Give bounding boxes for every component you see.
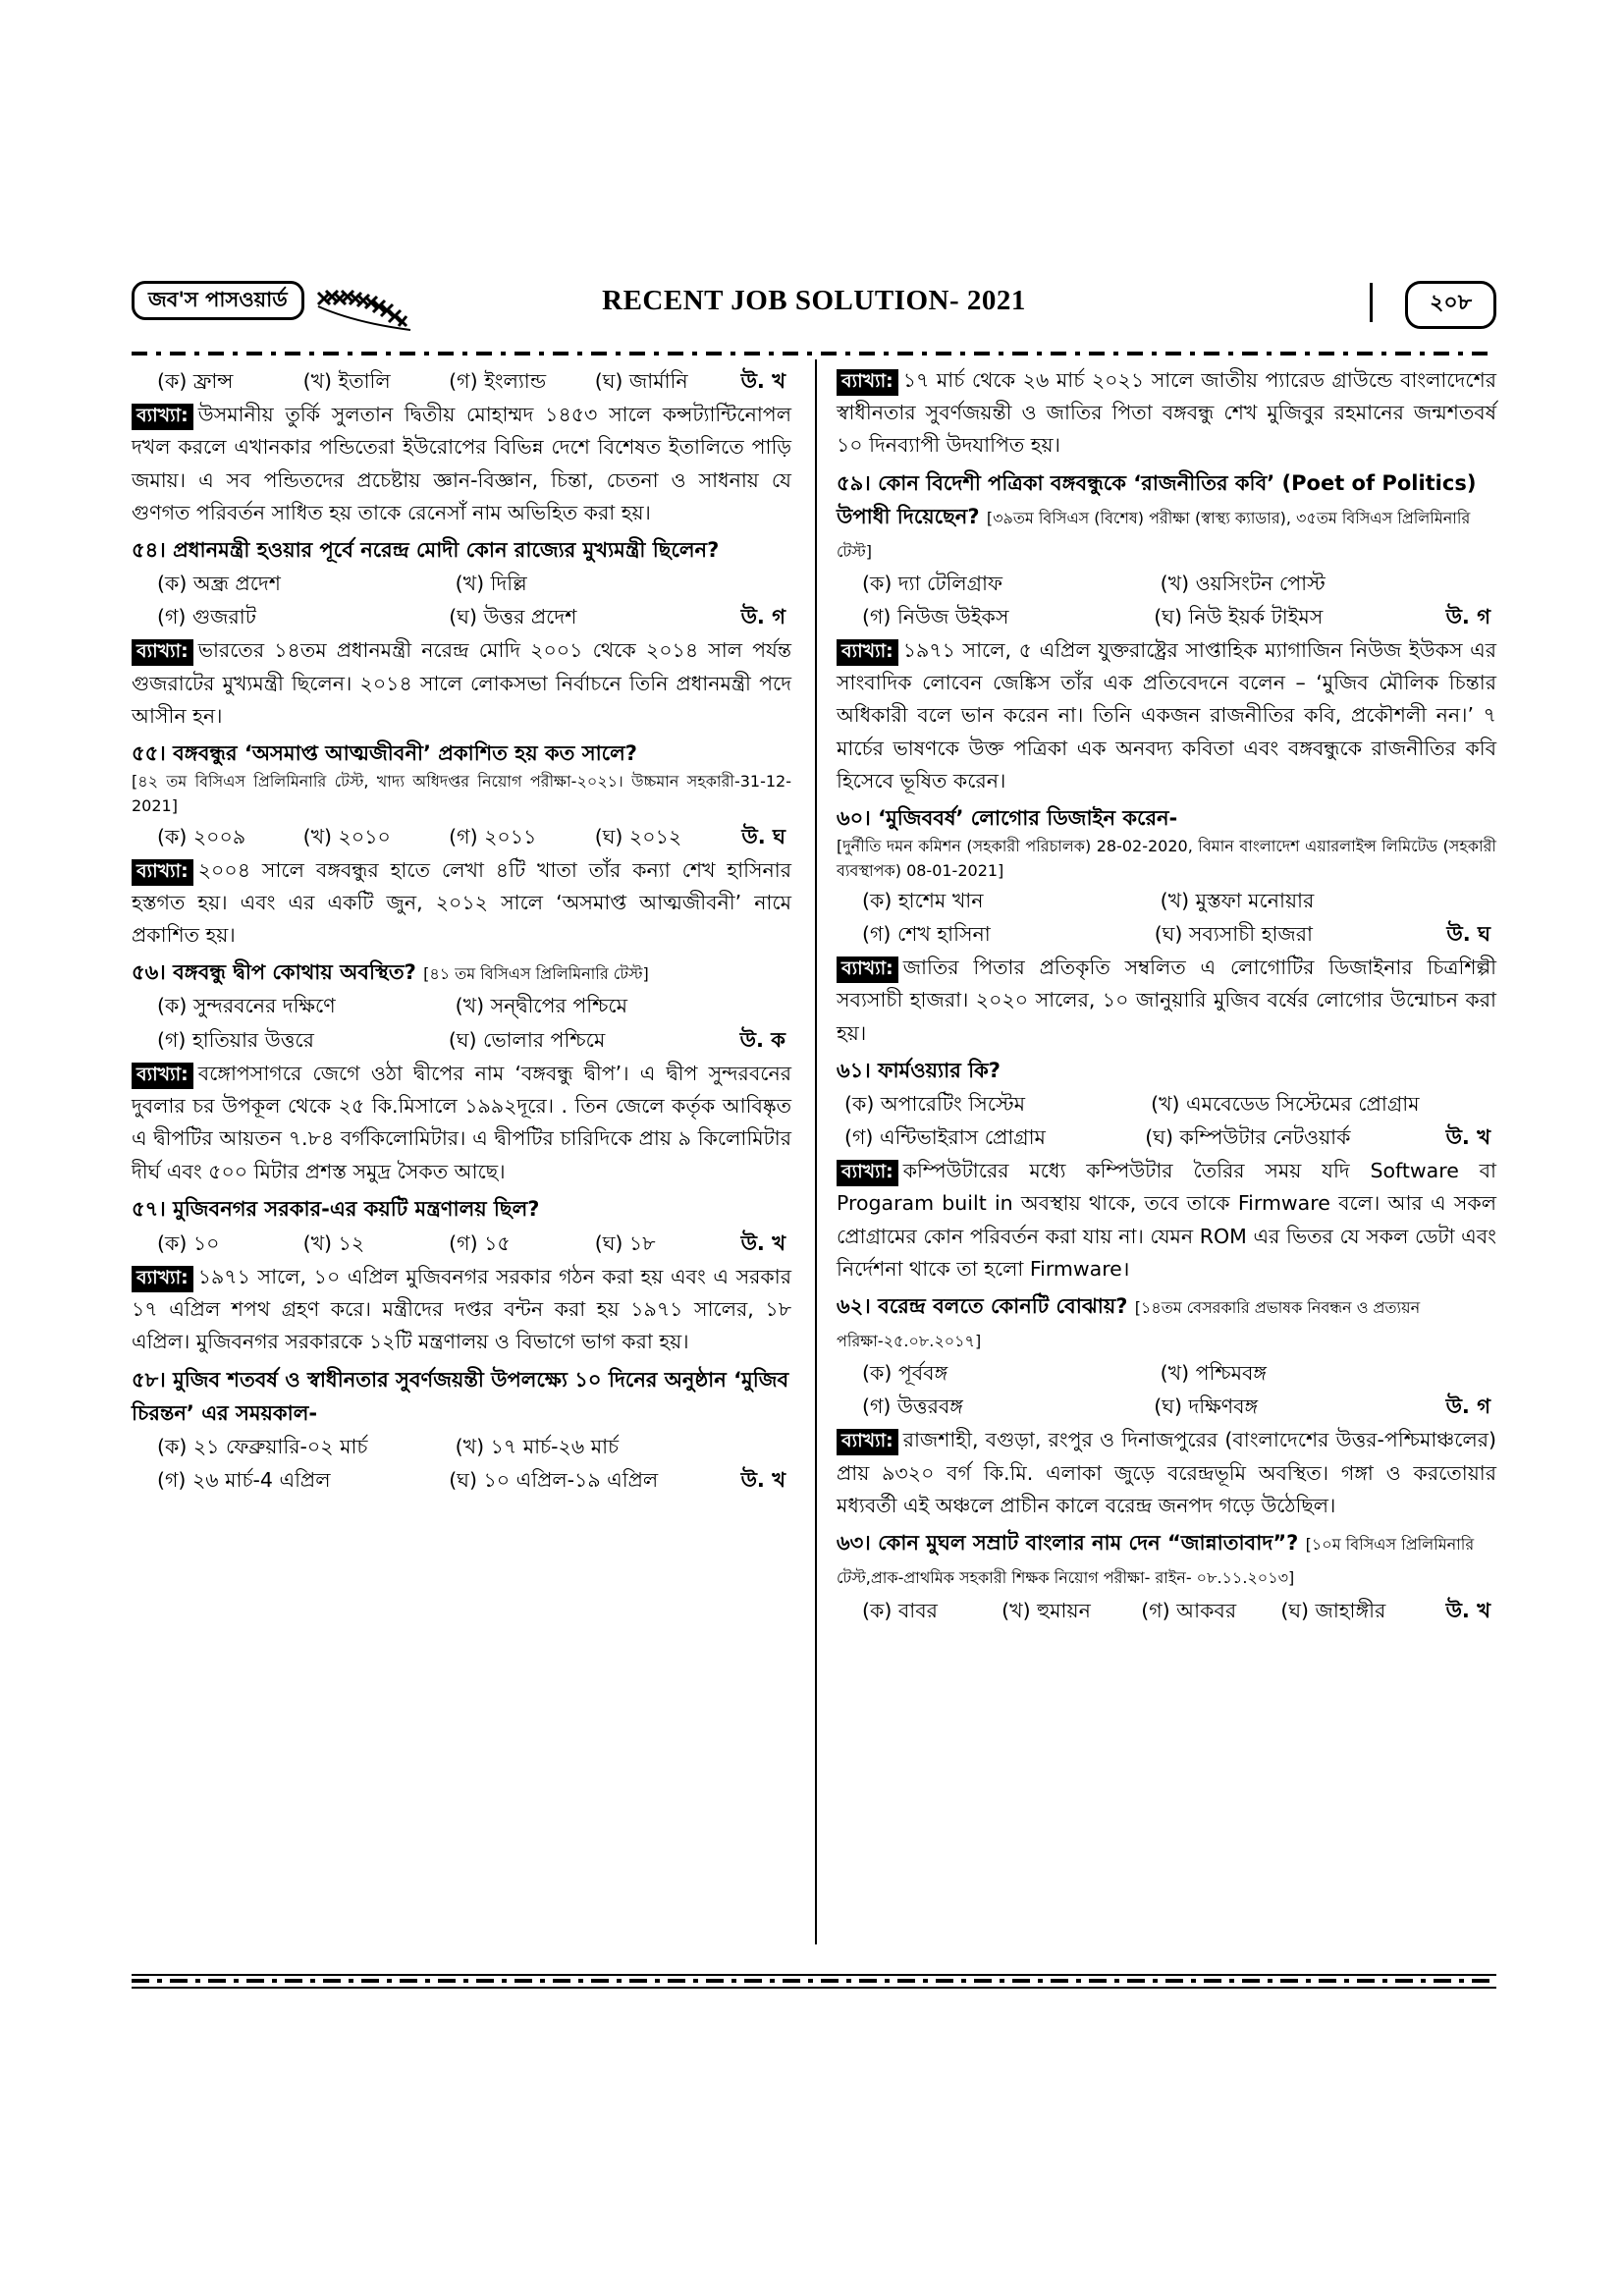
page-number: ২০৮ <box>1430 291 1472 315</box>
explanation-text: জাতির পিতার প্রতিকৃতি সম্বলিত এ লোগোটির ডিজাইনার চিত্রশিল্পী সব্যসাচী হাজরা। ২০২০ সালের, ১০ জানুয়ারি মুজিব বর্ষের লোগোর উন্মোচন করা হয়। <box>837 956 1496 1045</box>
option-a[interactable]: (ক) দ্যা টেলিগ্রাফ <box>862 571 1002 595</box>
left-column <box>132 363 791 1497</box>
option-d[interactable]: (ঘ) উত্তর প্রদেশ <box>449 605 577 629</box>
answer-key: উ. খ <box>1445 1599 1490 1623</box>
question-54-explanation <box>132 634 791 733</box>
question-59-text <box>837 466 1496 567</box>
question-61-options <box>837 1088 1496 1154</box>
option-a[interactable]: (ক) বাবর <box>862 1599 938 1623</box>
option-row <box>837 917 1496 951</box>
explanation-tag: ব্যাখ্যা: <box>837 369 898 396</box>
question-62-text <box>837 1289 1496 1356</box>
option-d[interactable]: (ঘ) দক্ষিণবঙ্গ <box>1154 1394 1259 1419</box>
option-a[interactable]: (ক) ফ্রান্স <box>157 369 234 393</box>
option-c[interactable]: (গ) ইংল্যান্ড <box>449 369 547 393</box>
option-row <box>837 1390 1496 1423</box>
question-60-explanation <box>837 952 1496 1050</box>
question-56-stem: ৫৬। বঙ্গবন্ধু দ্বীপ কোথায় অবস্থিত? <box>132 960 416 985</box>
answer-key: উ. খ <box>740 1467 785 1492</box>
answer-key: উ. গ <box>740 605 785 629</box>
option-c[interactable]: (গ) এন্টিভাইরাস প্রোগ্রাম <box>844 1124 1046 1149</box>
page-header <box>132 281 1496 350</box>
explanation-tag: ব্যাখ্যা: <box>132 404 193 430</box>
explanation-text: উসমানীয় তুর্কি সুলতান দ্বিতীয় মোহাম্মদ ১৪৫৩ সালে কন্সট্যান্টিনোপল দখল করলে এখানকার পন্ডিতেরা ইউরোপের বিভিন্ন দেশে বিশেষত ইতালিতে পাড়ি জমায়। এ সব পন্ডিতদের প্রচেষ্টায় জ্ঞান-বিজ্ঞান, চিন্তা, চেতনা ও সাধনায় যে গুণগত পরিবর্তন সাধিত হয় তাকে রেনেসাঁ নাম অভিহিত করা হয়। <box>132 403 791 524</box>
question-58-options <box>132 1431 791 1497</box>
option-row <box>132 990 791 1022</box>
option-row <box>837 1357 1496 1390</box>
option-row <box>837 568 1496 600</box>
question-56-explanation <box>132 1058 791 1188</box>
option-c[interactable]: (গ) ১৫ <box>449 1230 511 1255</box>
option-row <box>132 1227 791 1260</box>
answer-key: উ. ঘ <box>741 824 785 848</box>
page-number-tick <box>1370 283 1373 322</box>
option-b[interactable]: (খ) ১৭ মার্চ-২৬ মার্চ <box>455 1434 620 1458</box>
question-61-text: ৬১। ফার্মওয়্যার কি? <box>837 1058 1001 1082</box>
explanation-tag: ব্যাখ্যা: <box>132 1266 193 1292</box>
option-b[interactable]: (খ) এমবেডেড সিস্টেমের প্রোগ্রাম <box>1151 1091 1420 1116</box>
option-row <box>837 600 1496 633</box>
option-a[interactable]: (ক) সুন্দরবনের দক্ষিণে <box>157 994 336 1018</box>
answer-key: উ. ঘ <box>1446 921 1490 946</box>
option-d[interactable]: (ঘ) জার্মানি <box>594 369 688 393</box>
option-c[interactable]: (গ) গুজরাট <box>157 605 256 629</box>
footer-rule-dashed <box>132 1979 1496 1983</box>
option-b[interactable]: (খ) মুস্তফা মনোয়ার <box>1160 888 1315 912</box>
question-59-source: [৩৯তম বিসিএস (বিশেষ) পরীক্ষা (স্বাস্থ্য ক্যাডার), ৩৫তম বিসিএস প্রিলিমিনারি টেস্ট] <box>837 508 1471 561</box>
question-54-options <box>132 568 791 633</box>
question-55-source: [৪২ তম বিসিএস প্রিলিমিনারি টেস্ট, খাদ্য অধিদপ্তর নিয়োগ পরীক্ষা-২০২১। উচ্চমান সহকারী-31-12-2021] <box>132 772 791 815</box>
explanation-tag: ব্যাখ্যা: <box>132 859 193 886</box>
question-55-explanation <box>132 854 791 953</box>
question-63-stem: ৬৩। কোন মুঘল সম্রাট বাংলার নাম দেন “জান্নাতাবাদ”? <box>837 1530 1299 1555</box>
question-60-source: [দুর্নীতি দমন কমিশন (সহকারী পরিচালক) 28-02-2020, বিমান বাংলাদেশ এয়ারলাইন্স লিমিটেড (সহকারী ব্যবস্থাপক) 08-01-2021] <box>837 837 1496 880</box>
question-57-explanation <box>132 1261 791 1359</box>
explanation-tag: ব্যাখ্যা: <box>837 1160 898 1186</box>
option-a[interactable]: (ক) হাশেম খান <box>862 888 984 912</box>
option-row <box>132 600 791 633</box>
explanation-text: রাজশাহী, বগুড়া, রংপুর ও দিনাজপুরের (বাংলাদেশের উত্তর-পশ্চিমাঞ্চলের) প্রায় ৯৩২০ বর্গ কি.মি. এলাকা জুড়ে বরেন্দ্রভূমি অবস্থিত। গঙ্গা ও করতোয়ার মধ্যবর্তী এই অঞ্চলে প্রাচীন কালে বরেন্দ্র জনপদ গড়ে উঠেছিল। <box>837 1428 1496 1517</box>
explanation-text: ১৯৭১ সালে, ৫ এপ্রিল যুক্তরাষ্ট্রের সাপ্তাহিক ম্যাগাজিন নিউজ ইউকস এর সাংবাদিক লোবেন জেঙ্কিস তাঁর এক প্রতিবেদনে বলেন – ‘মুজিব মৌলিক চিন্তার অধিকারী বলে ভান করেন না। তিনি একজন রাজনীতির কবি, প্রকৌশলী নন।’ ৭ মার্চের ভাষণকে উক্ত পত্রিকা এক অনবদ্য কবিতা এবং বঙ্গবন্ধুকে রাজনীতির কবি হিসেবে ভূষিত করেন। <box>837 638 1496 793</box>
explanation-text: ভারতের ১৪তম প্রধানমন্ত্রী নরেন্দ্র মোদি ২০০১ থেকে ২০১৪ সাল পর্যন্ত গুজরাটের মুখ্যমন্ত্রী ছিলেন। ২০১৪ সালে লোকসভা নির্বাচনে তিনি প্রধানমন্ত্রী পদে আসীন হন। <box>132 638 791 728</box>
option-c[interactable]: (গ) শেখ হাসিনা <box>862 921 991 946</box>
explanation-tag: ব্যাখ্যা: <box>132 1063 193 1089</box>
question-55-options <box>132 820 791 853</box>
answer-key: উ. খ <box>740 1230 785 1255</box>
option-row <box>132 568 791 600</box>
question-62-stem: ৬২। বরেন্দ্র বলতে কোনটি বোঝায়? <box>837 1293 1128 1318</box>
page-number-badge <box>1405 281 1496 329</box>
footer-rule-bottom <box>132 1987 1496 1989</box>
question-56-options <box>132 990 791 1056</box>
question-63-source: [১০ম বিসিএস প্রিলিমিনারি টেস্ট,প্রাক-প্রাথমিক সহকারী শিক্ষক নিয়োগ পরীক্ষা- রাইন- ০৮.১১.২০১৩] <box>837 1534 1475 1587</box>
option-row <box>837 1121 1496 1154</box>
option-d[interactable]: (ঘ) ২০১২ <box>594 824 682 848</box>
question-62-explanation <box>837 1424 1496 1522</box>
explanation-text: বঙ্গোপসাগরে জেগে ওঠা দ্বীপের নাম ‘বঙ্গবন্ধু দ্বীপ’। এ দ্বীপ সুন্দরবনের দুবলার চর উপকূল থেকে ২৫ কি.মিসালে ১৯৯২দূরে। . তিন জেলে কর্তৃক আবিষ্কৃত এ দ্বীপটির আয়তন ৭.৮৪ বর্গকিলোমিটার। এ দ্বীপটির চারিদিকে প্রায় ৯ কিলোমিটার দীর্ঘ এবং ৫০০ মিটার প্রশস্ত সমুদ্র সৈকত আছে। <box>132 1061 791 1183</box>
explanation-tag: ব্যাখ্যা: <box>837 1429 898 1455</box>
question-60-text: ৬০। ‘মুজিববর্ষ’ লোগোর ডিজাইন করেন- <box>837 806 1178 831</box>
option-b[interactable]: (খ) ইতালি <box>302 369 391 393</box>
explanation-tag: ব্যাখ্যা: <box>132 639 193 666</box>
option-row <box>837 1088 1496 1121</box>
question-58-explanation <box>837 364 1496 463</box>
explanation-text: ১৯৭১ সালে, ১০ এপ্রিল মুজিবনগর সরকার গঠন করা হয় এবং এ সরকার ১৭ এপ্রিল শপথ গ্রহণ করে। মন্ত্রীদের দপ্তর বন্টন করা হয় ১৯৭১ সালের, ১৮ এপ্রিল। মুজিবনগর সরকারকে ১২টি মন্ত্রণালয় ও বিভাগে ভাগ করা হয়। <box>132 1264 791 1354</box>
column-divider <box>815 359 817 1944</box>
question-61-explanation <box>837 1155 1496 1285</box>
option-c[interactable]: (গ) উত্তরবঙ্গ <box>862 1394 963 1419</box>
option-a[interactable]: (ক) ২১ ফেব্রুয়ারি-০২ মার্চ <box>157 1434 368 1458</box>
question-59-explanation <box>837 634 1496 797</box>
explanation-tag: ব্যাখ্যা: <box>837 957 898 983</box>
question-54-text: ৫৪। প্রধানমন্ত্রী হওয়ার পূর্বে নরেন্দ্র মোদী কোন রাজ্যের মুখ্যমন্ত্রী ছিলেন? <box>132 538 720 563</box>
answer-key: উ. খ <box>1445 1124 1490 1149</box>
answer-key: উ. ক <box>739 1027 785 1052</box>
question-59-options <box>837 568 1496 633</box>
option-row <box>132 1023 791 1057</box>
option-b[interactable]: (খ) দিল্লি <box>455 572 527 596</box>
question-53-options <box>132 364 791 398</box>
question-56-text <box>132 956 791 989</box>
option-a[interactable]: (ক) পূর্ববঙ্গ <box>862 1360 948 1385</box>
option-b[interactable]: (খ) ২০১০ <box>302 824 391 848</box>
answer-key: উ. গ <box>1445 1394 1490 1419</box>
answer-key: উ. গ <box>1445 604 1490 629</box>
question-59-stem: ৫৯। কোন বিদেশী পত্রিকা বঙ্গবন্ধুকে ‘রাজনীতির কবি’ (Poet of Politics) উপাধী দিয়েছেন? <box>837 470 1477 528</box>
question-57-options <box>132 1227 791 1260</box>
option-b[interactable]: (খ) হুমায়ন <box>1001 1599 1091 1623</box>
header-divider-rule <box>132 352 1496 355</box>
option-d[interactable]: (ঘ) কম্পিউটার নেটওয়ার্ক <box>1145 1124 1351 1149</box>
question-53-explanation <box>132 399 791 529</box>
option-c[interactable]: (গ) ২৬ মার্চ-4 এপ্রিল <box>157 1467 331 1492</box>
option-d[interactable]: (ঘ) সব্যসাচী হাজরা <box>1154 921 1313 946</box>
footer-divider <box>132 1974 1496 1990</box>
question-57-text: ৫৭। মুজিবনগর সরকার-এর কয়টি মন্ত্রণালয় ছিল? <box>132 1196 540 1221</box>
option-d[interactable]: (ঘ) জাহাঙ্গীর <box>1280 1599 1386 1623</box>
option-row <box>132 820 791 853</box>
explanation-text: ১৭ মার্চ থেকে ২৬ মার্চ ২০২১ সালে জাতীয় প্যারেড গ্রাউন্ডে বাংলাদেশের স্বাধীনতার সুবর্ণজয়ন্তী ও জাতির পিতা বঙ্গবন্ধু শেখ মুজিবুর রহমানের জন্মশতবর্ষ ১০ দিনব্যাপী উদযাপিত হয়। <box>837 368 1496 458</box>
option-c[interactable]: (গ) হাতিয়ার উত্তরে <box>157 1027 314 1052</box>
option-b[interactable]: (খ) পশ্চিমবঙ্গ <box>1160 1360 1268 1385</box>
explanation-tag: ব্যাখ্যা: <box>837 639 898 666</box>
question-60-options <box>837 885 1496 951</box>
question-58-text: ৫৮। মুজিব শতবর্ষ ও স্বাধীনতার সুবর্ণজয়ন্তী উপলক্ষ্যে ১০ দিনের অনুষ্ঠান ‘মুজিব চিরন্তন’ এর সময়কাল- <box>132 1367 789 1425</box>
option-b[interactable]: (খ) ওয়সিংটন পোস্ট <box>1160 571 1326 595</box>
right-column <box>837 363 1496 1627</box>
option-a[interactable]: (ক) ১০ <box>157 1230 220 1255</box>
option-d[interactable]: (ঘ) নিউ ইয়র্ক টাইমস <box>1154 604 1324 629</box>
question-62-source: [১৪তম বেসরকারি প্রভাষক নিবন্ধন ও প্রত্যয়ন পরিক্ষা-২৫.০৮.২০১৭] <box>837 1297 1421 1350</box>
two-column-body <box>132 363 1496 1935</box>
option-c[interactable]: (গ) আকবর <box>1141 1599 1237 1623</box>
page-title: RECENT JOB SOLUTION- 2021 <box>602 285 1026 316</box>
question-62-options <box>837 1357 1496 1423</box>
explanation-text: ২০০৪ সালে বঙ্গবন্ধুর হাতে লেখা ৪টি খাতা তাঁর কন্যা শেখ হাসিনার হস্তগত হয়। এবং এর একটি জুন, ২০১২ সালে ‘অসমাপ্ত আত্মজীবনী’ নামে প্রকাশিত হয়। <box>132 857 791 948</box>
option-row <box>132 1431 791 1463</box>
brand-label: জব'স পাসওয়ার্ড <box>148 288 288 311</box>
option-a[interactable]: (ক) অন্ধ্র প্রদেশ <box>157 572 281 596</box>
option-row <box>837 885 1496 917</box>
option-row <box>132 364 791 398</box>
question-63-text <box>837 1526 1496 1593</box>
question-63-options <box>837 1594 1496 1627</box>
option-d[interactable]: (ঘ) ১০ এপ্রিল-১৯ এপ্রিল <box>449 1467 659 1492</box>
option-row <box>837 1594 1496 1627</box>
footer-rule-top <box>132 1974 1496 1976</box>
explanation-text: কম্পিউটারের মধ্যে কম্পিউটার তৈরির সময় যদি Software বা Progaram built in অবস্থায় থাকে, তবে তাকে Firmware বলে। আর এ সকল প্রোগ্রামের কোন পরিবর্তন করা যায় না। যেমন ROM এর ভিতর যে সকল ডেটা এবং নির্দেশনা থাকে তা হলো Firmware। <box>837 1159 1496 1281</box>
question-55-text: ৫৫। বঙ্গবন্ধুর ‘অসমাপ্ত আত্মজীবনী’ প্রকাশিত হয় কত সালে? <box>132 741 637 766</box>
option-row <box>132 1463 791 1497</box>
option-a[interactable]: (ক) অপারেটিং সিস্টেম <box>844 1091 1025 1116</box>
answer-key: উ. খ <box>740 369 785 393</box>
option-d[interactable]: (ঘ) ১৮ <box>594 1230 656 1255</box>
question-56-source: [৪১ তম বিসিএস প্রিলিমিনারি টেস্ট] <box>423 964 649 984</box>
option-c[interactable]: (গ) নিউজ উইকস <box>862 604 1009 629</box>
option-d[interactable]: (ঘ) ভোলার পশ্চিমে <box>448 1027 606 1052</box>
option-b[interactable]: (খ) সন্দ্বীপের পশ্চিমে <box>455 994 628 1018</box>
option-c[interactable]: (গ) ২০১১ <box>449 824 537 848</box>
option-b[interactable]: (খ) ১২ <box>302 1230 365 1255</box>
option-a[interactable]: (ক) ২০০৯ <box>157 824 246 848</box>
